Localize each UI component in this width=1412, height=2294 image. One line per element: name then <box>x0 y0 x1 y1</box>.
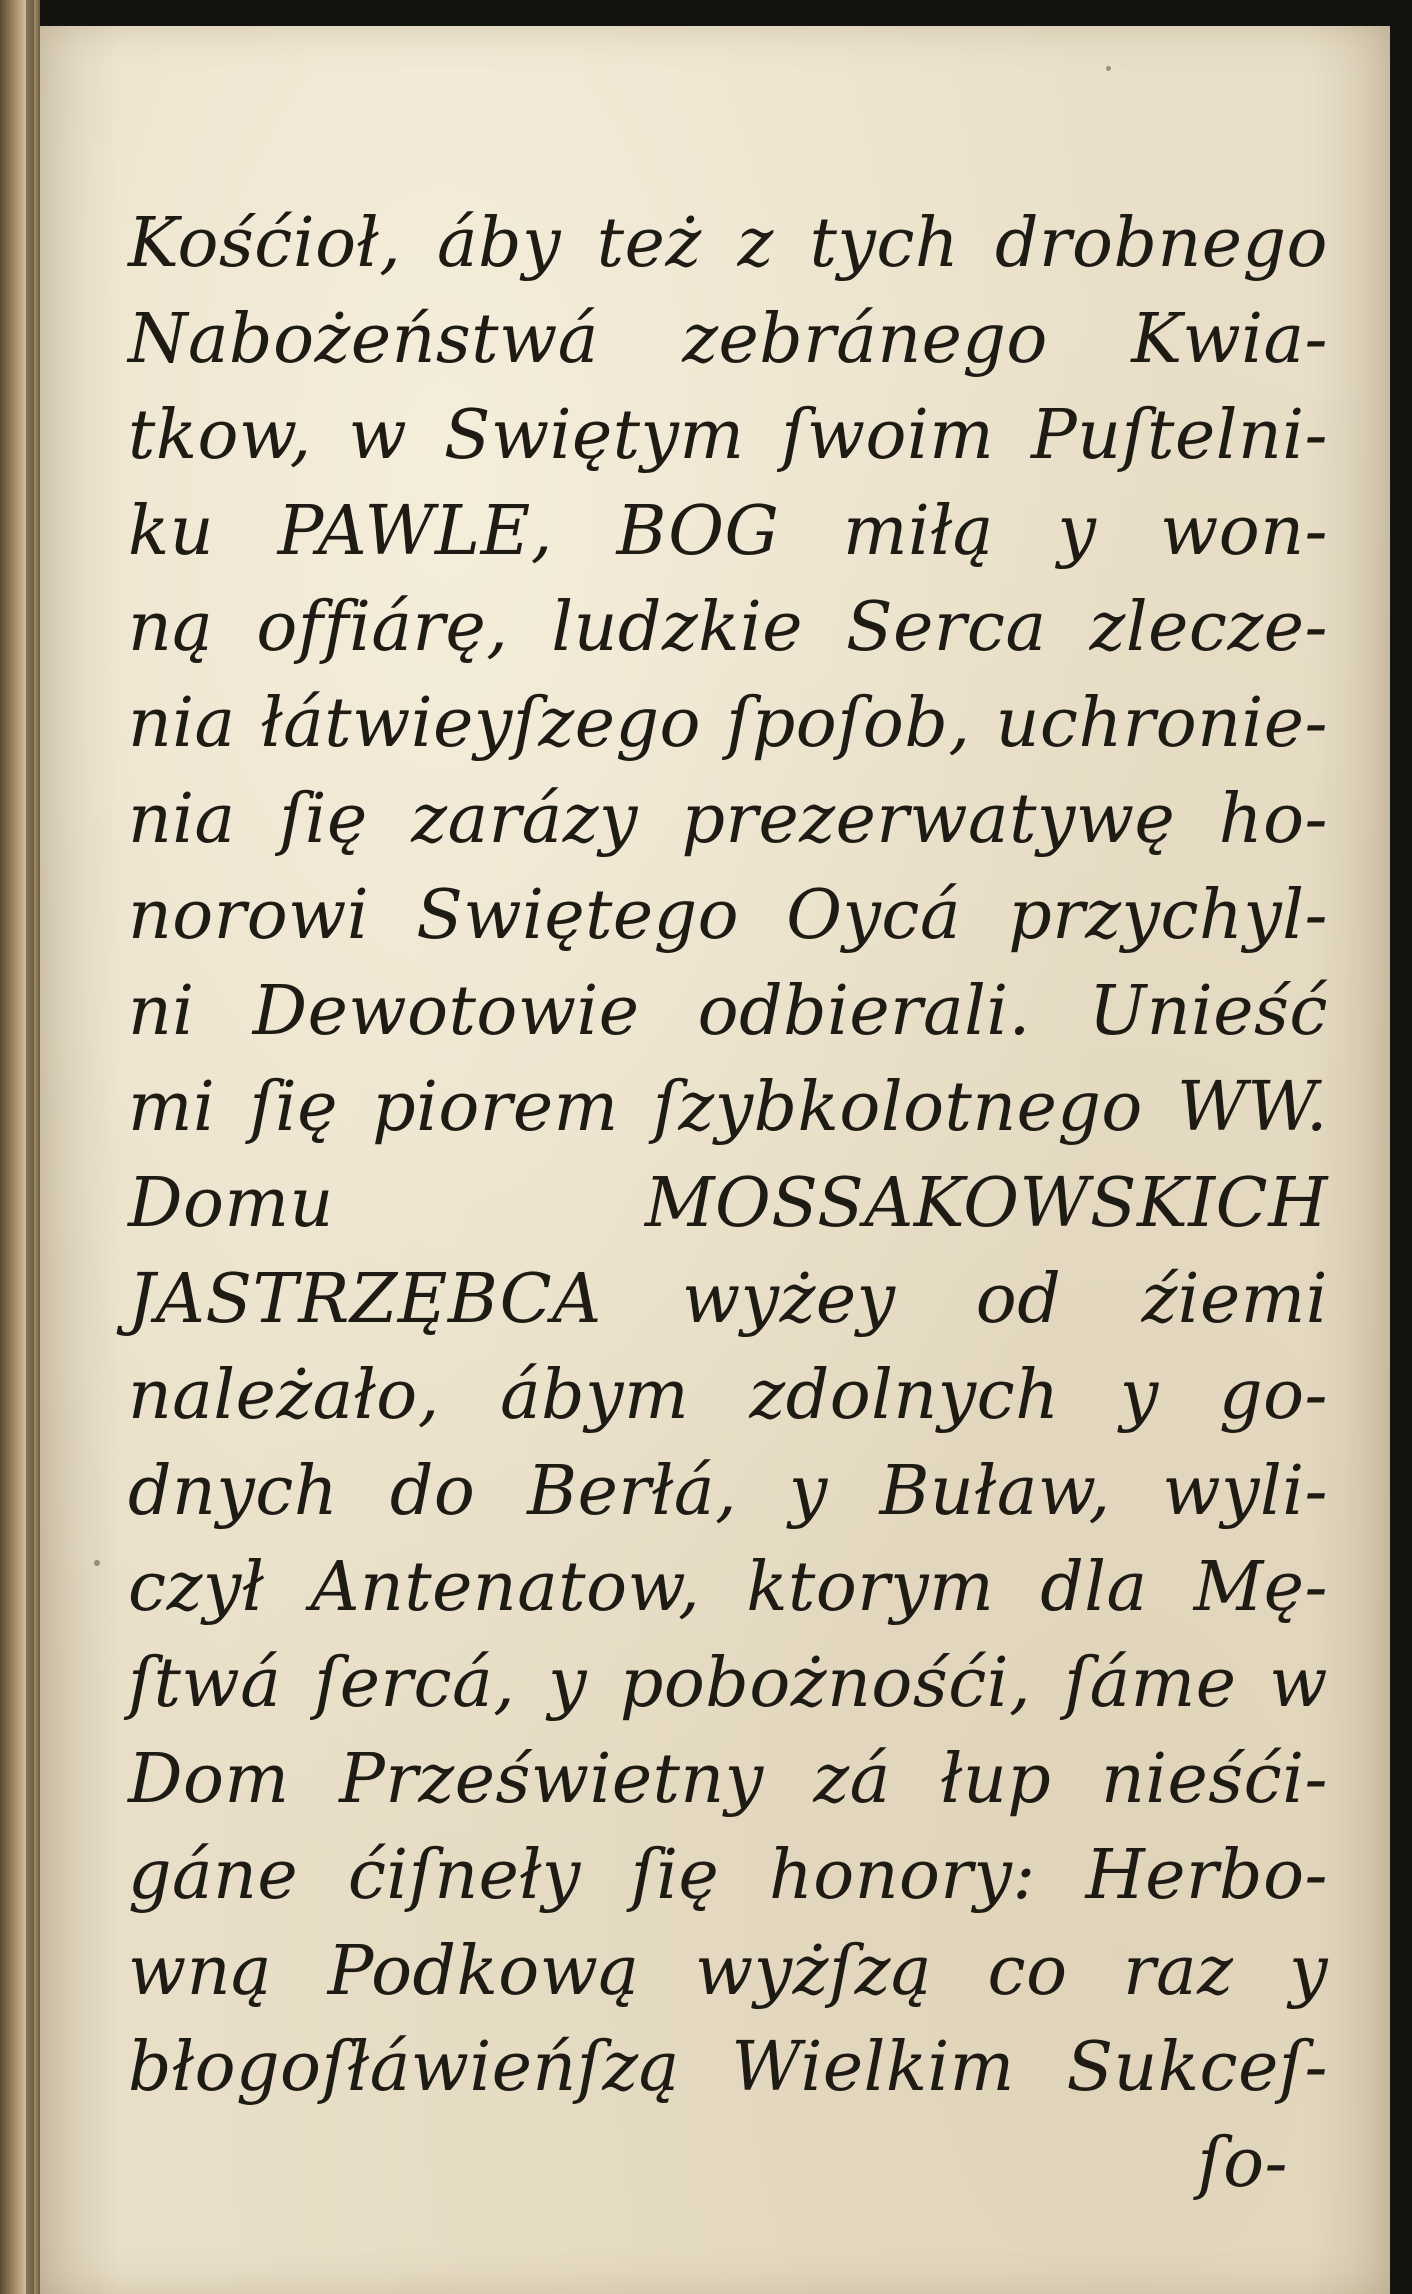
text-line: ną offiárę, ludzkie Serca zlecze- <box>128 588 1328 667</box>
text-line: dnych do Berłá, y Buław, wyli- <box>128 1452 1328 1531</box>
text-line: JASTRZĘBCA wyżey od źiemi <box>128 1260 1328 1339</box>
ink-speck <box>94 1560 100 1566</box>
text-line: Dom Prześwietny zá łup nieśći- <box>128 1740 1328 1819</box>
text-line: ku PAWLE, BOG miłą y won- <box>128 492 1328 571</box>
text-line: błogoſłáwieńſzą Wielkim Sukceſ- <box>128 2028 1328 2107</box>
text-line: Kośćioł, áby też z tych drobnego <box>128 204 1328 283</box>
text-line: tkow, w Swiętym ſwoim Puſtelni- <box>128 396 1328 475</box>
catchword: ſo- <box>1197 2124 1288 2203</box>
text-line: mi ſię piorem ſzybkolotnego WW. <box>128 1068 1328 1147</box>
text-line: Nabożeństwá zebránego Kwia- <box>128 300 1328 379</box>
text-line: ni Dewotowie odbierali. Unieść <box>128 972 1328 1051</box>
text-line: norowi Swiętego Oycá przychyl- <box>128 876 1328 955</box>
book-gutter <box>0 0 40 2294</box>
text-line: nia ſię zarázy prezerwatywę ho- <box>128 780 1328 859</box>
binding-edge <box>26 0 34 2294</box>
text-line: nia łátwieyſzego ſpoſob, uchronie- <box>128 684 1328 763</box>
text-line: należało, ábym zdolnych y go- <box>128 1356 1328 1435</box>
text-line: Domu MOSSAKOWSKICH <box>128 1164 1328 1243</box>
text-line: wną Podkową wyżſzą co raz y <box>128 1932 1328 2011</box>
text-line: gáne ćiſneły ſię honory: Herbo- <box>128 1836 1328 1915</box>
book-page <box>40 26 1390 2294</box>
body-text <box>128 196 1328 2212</box>
ink-speck <box>1106 66 1111 71</box>
text-line: czył Antenatow, ktorym dla Mę- <box>128 1548 1328 1627</box>
text-line: ſtwá ſercá, y pobożnośći, ſáme w <box>128 1644 1328 1723</box>
